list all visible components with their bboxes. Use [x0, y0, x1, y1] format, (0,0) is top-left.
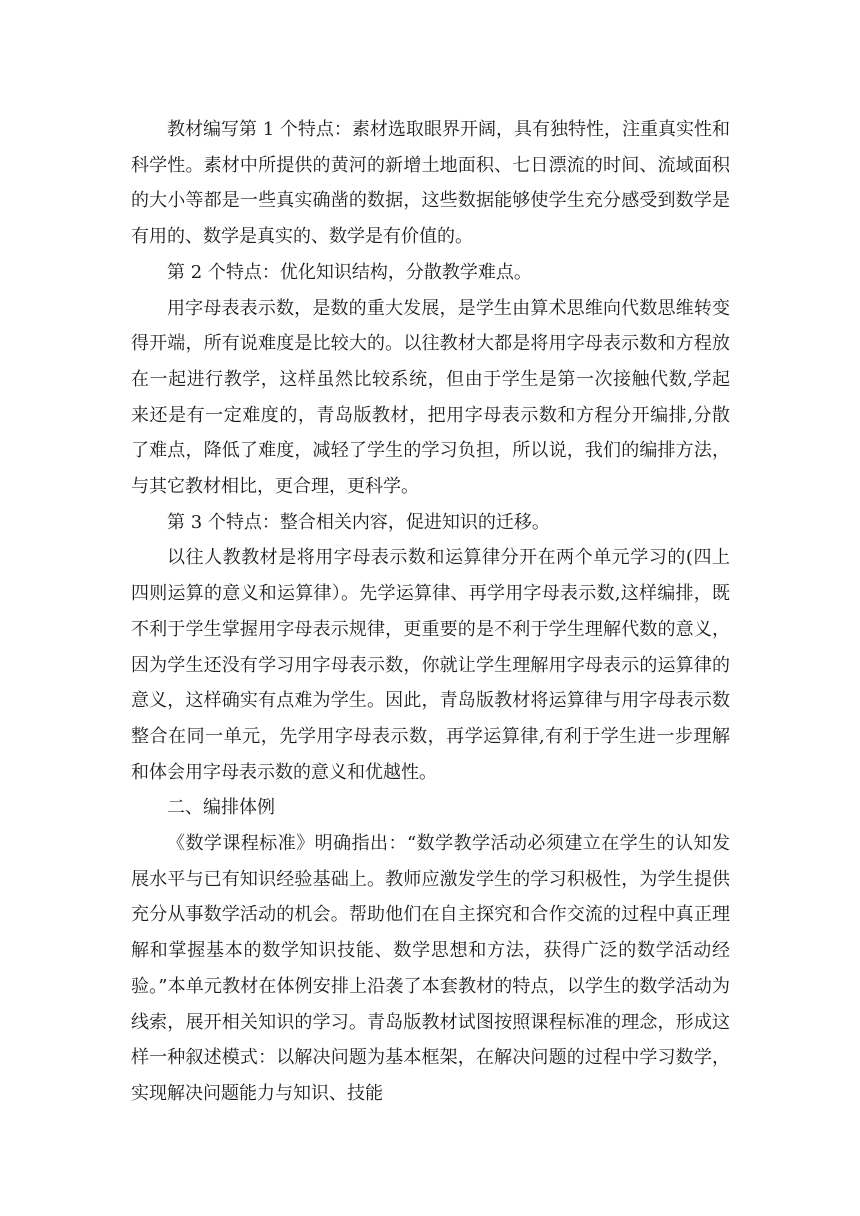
paragraph-feature-2-body: 用字母表表示数，是数的重大发展，是学生由算术思维向代数思维转变得开端，所有说难度是比较大的。以往教材大都是将用字母表示数和方程放在一起进行教学，这样虽然比较系统，但由于学生是第一次接触代数,学起来还是有一定难度的，青岛版教材，把用字母表示数和方程分开编排,分散了难点，降低了难度，减轻了学生的学习负担，所以说，我们的编排方法，与其它教材相比，更合理，更科学。: [131, 297, 730, 498]
paragraph-feature-3-body: 以往人教教材是将用字母表示数和运算律分开在两个单元学习的(四上四则运算的意义和运算律）。先学运算律、再学用字母表示数,这样编排，既不利于学生掌握用字母表示规律，更重要的是不利于学生理解代数的意义，因为学生还没有学习用字母表示数，你就让学生理解用字母表示的运算律的意义，这样确实有点难为学生。因此，青岛版教材将运算律与用字母表示数整合在同一单元，先学用字母表示数，再学运算律,有利于学生进一步理解和体会用字母表示数的意义和优越性。: [131, 547, 730, 783]
paragraph-curriculum-standard: 《数学课程标准》明确指出：“数学教学活动必须建立在学生的认知发展水平与已有知识经验基础上。教师应激发学生的学习积极性，为学生提供充分从事数学活动的机会。帮助他们在自主探究和合作交流的过程中真正理解和掌握基本的数学知识技能、数学思想和方法，获得广泛的数学活动经验。”本单元教材在体例安排上沿袭了本套教材的特点，以学生的数学活动为线索，展开相关知识的学习。青岛版教材试图按照课程标准的理念，形成这样一种叙述模式：以解决问题为基本框架，在解决问题的过程中学习数学，实现解决问题能力与知识、技能: [131, 833, 730, 1104]
section-heading-layout: 二、编排体例: [167, 797, 275, 819]
paragraph-feature-2-heading: 第 2 个特点：优化知识结构，分散教学难点。: [167, 261, 532, 283]
document-body: [131, 112, 730, 1112]
paragraph-feature-3-heading: 第 3 个特点：整合相关内容，促进知识的迁移。: [167, 511, 550, 533]
paragraph-feature-1: 教材编写第 1 个特点：素材选取眼界开阔，具有独特性，注重真实性和科学性。素材中所提供的黄河的新增土地面积、七日漂流的时间、流域面积的大小等都是一些真实确凿的数据，这些数据能够使学生充分感受到数学是有用的、数学是真实的、数学是有价值的。: [131, 119, 730, 248]
